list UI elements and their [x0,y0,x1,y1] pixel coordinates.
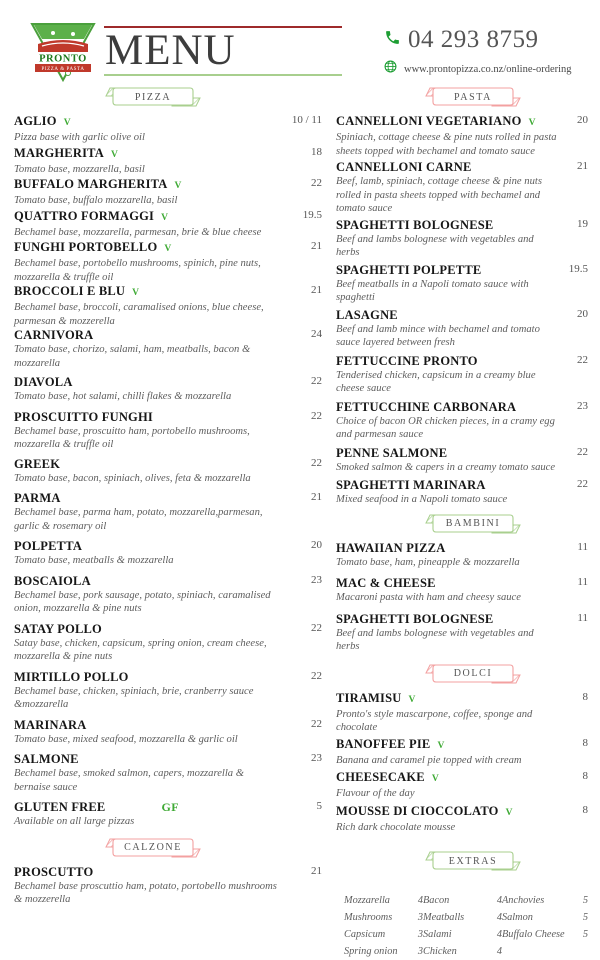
menu-item[interactable] [336,354,588,396]
menu-item-name: LASAGNE [336,307,398,322]
menu-item-header [14,865,322,880]
menu-item-price: 22 [311,456,322,469]
phone-number: 04 293 8759 [408,26,539,53]
menu-item-name: PROSCUITTO FUNGHI [14,409,153,424]
menu-item-price: 19 [577,217,588,230]
menu-item-header [336,612,588,627]
vegetarian-badge: V [408,694,416,705]
menu-item-header [336,770,588,787]
menu-item-description: Beef and lambs bolognese with vegetables and herbs [336,627,534,652]
menu-item-header [336,263,588,278]
menu-item-price: 20 [577,114,588,126]
menu-item-header [336,691,588,708]
menu-item-header [14,209,322,226]
menu-item-price: 22 [577,445,588,458]
menu-item-description: Beef and lambs bolognese with vegetables and herbs [336,233,534,258]
extras-name: Bacon [423,895,450,906]
menu-item-price: 22 [311,669,322,682]
menu-item[interactable] [336,541,588,570]
extras-row[interactable] [344,926,423,943]
gluten-free-badge: GF [161,800,180,814]
menu-item[interactable] [336,737,588,768]
menu-item-description: Bechamel base, portobello mushrooms, spinich, pine nuts, mozzarella & truffle oil [14,258,261,283]
menu-item[interactable] [14,457,322,486]
menu-item[interactable] [14,240,322,284]
menu-item-description: Bechamel base, mozzarella, parmesan, brie & blue cheese [14,226,262,238]
menu-item-price: 19.5 [568,262,588,275]
menu-item-name: POLPETTA [14,539,83,553]
menu-item-price: 23 [311,752,322,764]
menu-item-name: MAC & CHEESE [336,576,436,590]
section-extras [336,848,588,878]
menu-item-header [336,218,588,233]
menu-item-description: Beef and lamb mince with bechamel and tomato sauce layered between fresh [336,323,540,348]
menu-item-price: 22 [577,353,588,366]
menu-item-description: Banana and caramel pie topped with cream [336,754,522,766]
menu-item-price: 22 [311,409,322,422]
menu-item[interactable] [336,478,588,507]
phone-icon [384,29,401,51]
menu-item[interactable] [14,574,322,616]
website-row[interactable] [384,60,572,78]
menu-item-header [336,737,588,754]
menu-item-header [336,576,588,591]
menu-item[interactable] [14,752,322,794]
menu-item-header [14,574,322,589]
menu-item[interactable] [336,691,588,735]
menu-item-description: Bechamel base, proscuitto ham, portobello mushrooms, mozzarella & truffle oil [14,425,250,450]
menu-item-name: MARINARA [14,717,87,732]
menu-item-description: Smoked salmon & capers in a creamy tomato sauce [336,461,556,473]
extras-name: Buffalo Cheese [502,929,565,940]
menu-column-left [14,84,322,913]
menu-item-name: SALMONE [14,752,79,766]
menu-item-name: BANOFFEE PIE [336,736,431,751]
menu-item-description: Bechamel base, chicken, spiniach, brie, cranberry sauce &mozzarella [14,685,254,710]
menu-item-price: 22 [311,375,322,387]
menu-item-header [336,354,588,369]
menu-item-header [336,400,588,415]
menu-item[interactable] [14,177,322,208]
menu-item[interactable] [336,446,588,475]
menu-item-price: 20 [311,539,322,551]
menu-item[interactable] [336,263,588,305]
menu-item-name: PENNE SALMONE [336,445,448,460]
section-banner-label-dolci: DOLCI [453,668,493,679]
menu-item-description: Choice of bacon OR chicken pieces, in a cramy egg and parmesan sauce [336,415,555,440]
extras-price: 5 [582,929,588,940]
menu-item-description: Tomato base, bacon, spiniach, olives, feta & mozzarella [14,472,251,484]
menu-item-price: 21 [311,284,322,296]
menu-item-price: 8 [582,690,588,703]
menu-item-description: Mixed seafood in a Napoli tomato sauce [336,494,508,505]
menu-item[interactable] [336,114,588,158]
globe-icon [384,60,397,78]
menu-item-description: Satay base, chicken, capsicum, spring onion, cream cheese, mozzarella & pine nuts [14,637,267,662]
menu-item-name: SPAGHETTI POLPETTE [336,262,482,277]
menu-item-header [14,539,322,554]
menu-item-name: SPAGHETTI MARINARA [336,478,486,492]
extras-name: Salami [423,929,452,940]
menu-item[interactable] [14,491,322,533]
menu-item-name: TIRAMISU [336,690,402,705]
menu-item-header [336,446,588,461]
section-banner-extras [414,848,532,874]
menu-item[interactable] [336,612,588,654]
extras-price: 4 [496,946,502,957]
extras-price: 5 [582,895,588,906]
page-title: MENU [105,27,236,74]
vegetarian-badge: V [164,244,172,254]
menu-item[interactable] [14,375,322,404]
section-pizza [14,84,322,114]
menu-item[interactable] [14,865,322,907]
menu-item-description: Flavour of the day [336,788,415,799]
extras-name: Mushrooms [344,912,393,923]
menu-item-description: Pizza base with garlic olive oil [14,132,145,143]
extras-price: 5 [582,912,588,923]
menu-item[interactable] [14,670,322,712]
section-banner-dolci [414,661,532,687]
extras-column [344,892,423,960]
menu-item-header [14,240,322,257]
menu-item-header [14,328,322,343]
extras-row[interactable] [344,909,423,926]
menu-item-name: BUFFALO MARGHERITA [14,177,168,191]
extras-row[interactable] [502,892,588,909]
menu-item-name: CHEESECAKE [336,770,425,784]
menu-item[interactable] [336,400,588,442]
menu-item-name: CANNELLONI CARNE [336,160,472,174]
extras-row[interactable] [423,909,502,926]
menu-item-name: MOUSSE DI CIOCCOLATO [336,803,499,818]
menu-title-block [104,26,342,76]
menu-item-price: 22 [577,478,588,490]
menu-item-name: PROSCUTTO [14,864,94,879]
menu-item-name: MARGHERITA [14,145,104,160]
extras-price: 4 [417,895,423,906]
menu-item-header [14,670,322,685]
menu-item-description: Tomato base, hot salami, chilli flakes & mozzarella [14,391,232,402]
vegetarian-badge: V [110,149,118,160]
menu-item[interactable] [336,804,588,835]
extras-row[interactable] [423,892,502,909]
menu-item-price: 18 [311,145,322,158]
menu-item-description: Tomato base, ham, pineapple & mozzarella [336,556,520,568]
extras-grid [336,892,588,960]
menu-item-price: 8 [582,770,588,782]
menu-item-price: 22 [311,717,322,730]
menu-item-header [14,457,322,472]
menu-item-price: 21 [311,864,322,877]
menu-item-price: 21 [311,240,322,252]
pronto-logo [26,20,100,84]
menu-item-name: MIRTILLO POLLO [14,669,129,684]
section-banner-label-bambini: BAMBINI [445,518,501,529]
menu-item[interactable] [336,218,588,260]
menu-item-price: 11 [577,540,588,553]
section-banner-label-pasta: PASTA [454,91,492,103]
menu-item-header [14,284,322,301]
menu-item-header [14,752,322,767]
menu-item-header [14,800,322,815]
extras-price: 4 [496,895,502,906]
phone-row[interactable] [384,26,572,54]
menu-item[interactable] [336,160,588,216]
extras-price: 4 [496,929,502,940]
section-bambini [336,511,588,541]
menu-item-price: 8 [582,736,588,749]
menu-item-price: 22 [311,621,322,634]
menu-item-price: 20 [577,307,588,320]
menu-item-header [336,160,588,175]
menu-item-name: FETTUCCINE PRONTO [336,353,478,368]
section-banner-label-extras: EXTRAS [448,855,498,867]
menu-item[interactable] [336,770,588,801]
menu-item-description: Tomato base, chorizo, salami, ham, meatballs, bacon & mozzarella [14,344,251,369]
menu-item-description: Rich dark chocolate mousse [336,821,456,833]
extras-price: 4 [496,912,502,923]
menu-item-price: 23 [311,573,322,586]
vegetarian-badge: V [174,181,182,191]
menu-item-price: 21 [577,160,588,172]
menu-item-description: Available on all large pizzas [14,816,135,827]
menu-header [0,0,600,84]
menu-column-right [336,84,588,960]
menu-item-description: Macaroni pasta with ham and cheesy sauce [336,592,521,603]
menu-item-header [336,114,588,131]
menu-item-header [336,308,588,323]
extras-name: Mozzarella [344,895,390,906]
section-banner-label-pizza: PIZZA [134,91,172,103]
menu-item-description: Pronto's style mascarpone, coffee, sponge and chocolate [336,708,533,733]
menu-item[interactable] [14,539,322,568]
menu-item[interactable] [14,410,322,452]
extras-name: Capsicum [344,929,386,940]
vegetarian-badge: V [161,212,168,223]
extras-name: Anchovies [502,895,545,906]
extras-price: 3 [417,929,423,940]
vegetarian-badge: V [431,774,439,784]
menu-item-name: GLUTEN FREE [14,800,106,814]
title-rule-bottom [104,74,342,76]
menu-item-name: SPAGHETTI BOLOGNESE [336,611,494,626]
menu-item-price: 22 [311,177,322,189]
menu-item-description: Tomato base, mixed seafood, mozzarella & garlic oil [14,733,238,745]
menu-item-name: HAWAIIAN PIZZA [336,540,446,555]
vegetarian-badge: V [505,807,513,818]
section-banner-label-calzone: CALZONE [124,842,182,853]
extras-row[interactable] [502,909,588,926]
menu-item[interactable] [14,800,322,829]
menu-item-name: GREEK [14,456,61,471]
menu-item-price: 23 [577,399,588,412]
extras-name: Meatballs [423,912,465,923]
extras-row[interactable] [423,926,502,943]
menu-item-name: SPAGHETTI BOLOGNESE [336,217,494,232]
menu-item-description: Beef, lamb, spiniach, cottage cheese & pine nuts rolled in pasta sheets topped with bechamel and tomato sauce [336,176,542,214]
svg-text:PIZZA & PASTA: PIZZA & PASTA [41,67,85,72]
section-calzone [14,835,322,865]
vegetarian-badge: V [63,118,71,128]
menu-item-header [14,491,322,506]
menu-item-header [336,804,588,821]
menu-item-price: 8 [582,803,588,816]
menu-item-description: Spiniach, cottage cheese & pine nuts rolled in pasta sheets topped with bechamel and tomato sauce [336,132,557,157]
section-pasta [336,84,588,114]
menu-item-description: Tomato base, buffalo mozzarella, basil [14,195,178,206]
section-banner-pasta [414,84,532,110]
menu-item-header [14,410,322,425]
menu-item-header [336,478,588,493]
section-banner-pizza [94,84,212,110]
menu-item[interactable] [14,328,322,370]
extras-column [502,892,588,960]
menu-item[interactable] [14,718,322,747]
menu-item-price: 10 / 11 [291,114,322,126]
menu-item[interactable] [14,284,322,328]
extras-row[interactable] [344,892,423,909]
menu-item-price: 19.5 [302,208,322,221]
extras-row[interactable] [344,943,423,960]
menu-item-price: 21 [311,491,322,503]
menu-item-description: Bechamel base, broccoli, caramalised onions, blue cheese, parmesan & mozzerella [14,302,264,327]
menu-item-description: Tomato base, mozzarella, basil [14,163,145,175]
menu-item-header [14,114,322,131]
section-banner-bambini [414,511,532,537]
website-url: www.prontopizza.co.nz/online-ordering [404,63,572,75]
menu-item-description: Bechamel base, parma ham, potato, mozzarella,parmesan, garlic & rosemary oil [14,507,263,532]
menu-item-name: QUATTRO FORMAGGI [14,208,155,223]
extras-column [423,892,502,960]
extras-price: 3 [417,946,423,957]
section-dolci [336,661,588,691]
extras-name: Salmon [502,912,533,923]
menu-item-price: 11 [577,611,588,624]
menu-item[interactable] [14,622,322,664]
menu-item-name: CARNIVORA [14,328,94,342]
menu-item-name: DIAVOLA [14,375,73,389]
menu-item-price: 24 [311,328,322,340]
menu-item[interactable] [336,308,588,350]
extras-price: 3 [417,912,423,923]
menu-item-header [14,146,322,163]
menu-item-name: AGLIO [14,114,57,128]
menu-item[interactable] [14,146,322,177]
vegetarian-badge: V [528,118,536,128]
menu-item-name: FETTUCCHINE CARBONARA [336,399,517,414]
menu-item-header [14,718,322,733]
section-banner-calzone [94,835,212,861]
extras-row[interactable] [423,943,502,960]
contact-block [384,26,572,78]
menu-item-name: FUNGHI PORTOBELLO [14,240,158,254]
menu-item-header [14,375,322,390]
extras-name: Spring onion [344,946,398,957]
menu-item-description: Bechamel base proscuttio ham, potato, portobello mushrooms & mozzerella [14,880,277,905]
menu-item-description: Tenderised chicken, capsicum in a creamy blue cheese sauce [336,369,536,394]
menu-item-description: Tomato base, meatballs & mozzarella [14,555,174,566]
menu-item[interactable] [336,576,588,605]
svg-text:PRONTO: PRONTO [39,53,87,65]
menu-item-name: CANNELLONI VEGETARIANO [336,114,522,128]
menu-item-description: Beef meatballs in a Napoli tomato sauce with spaghetti [336,278,529,303]
menu-item-name: SATAY POLLO [14,621,102,636]
menu-item[interactable] [14,209,322,240]
menu-item-name: BOSCAIOLA [14,573,91,588]
vegetarian-badge: V [132,288,140,298]
menu-item-name: PARMA [14,491,61,505]
menu-item-header [14,622,322,637]
menu-item-description: Bechamel base, smoked salmon, capers, mozzarella & bernaise sauce [14,768,244,793]
menu-item-name: BROCCOLI E BLU [14,284,126,298]
menu-item-price: 11 [577,576,588,588]
vegetarian-badge: V [437,740,445,751]
menu-item-price: 5 [316,800,322,812]
extras-row[interactable] [502,926,588,943]
menu-item-header [14,177,322,194]
extras-name: Chicken [423,946,457,957]
menu-item-description: Bechamel base, pork sausage, potato, spiniach, caramalised onion, mozzarella & pine nuts [14,589,271,614]
menu-item[interactable] [14,114,322,145]
menu-item-header [336,541,588,556]
